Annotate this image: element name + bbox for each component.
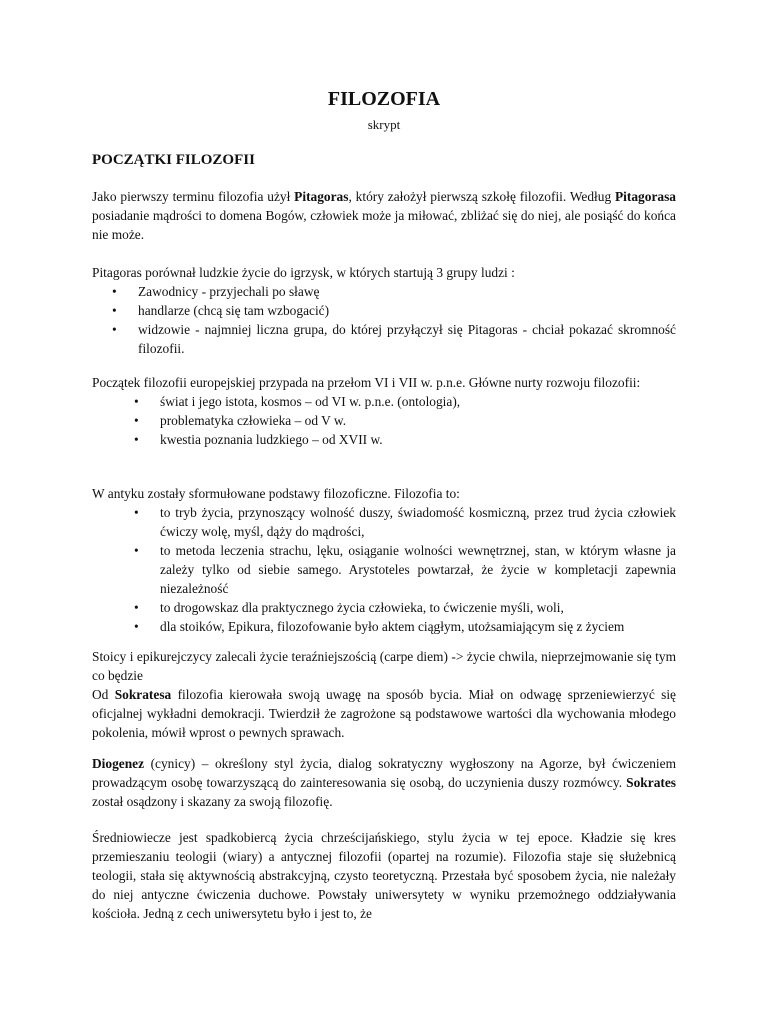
- text-run: Jako pierwszy terminu filozofia użył: [92, 189, 295, 204]
- paragraph-intro: W antyku zostały sformułowane podstawy filozoficzne. Filozofia to:: [92, 486, 460, 501]
- bold-term: Diogenez: [92, 756, 145, 771]
- text-run: posiadanie mądrości to domena Bogów, człowiek może ja miłować, zbliżać się do niej, ale posiąść do końca nie może.: [92, 208, 676, 242]
- bullet-list: [92, 392, 676, 449]
- bullet-icon: •: [134, 394, 139, 409]
- paragraph-antyk: [92, 484, 676, 636]
- text-run: , który założył pierwszą szkołę filozofii. Według: [348, 189, 615, 204]
- list-item: • problematyka człowieka – od V w.: [134, 413, 347, 428]
- bullet-icon: •: [112, 284, 117, 299]
- list-item: • to drogowskaz dla praktycznego życia człowieka, to ćwiczenie myśli, woli,: [134, 600, 564, 615]
- bullet-icon: •: [134, 543, 139, 558]
- list-item: • to metoda leczenia strachu, lęku, osiąganie wolności wewnętrznej, stan, w którym własne ja zależy tylko od siebie samego. Arystoteles powtarzał, że życie w kompletacji zapewnia niezależność: [134, 543, 676, 596]
- paragraph-stoicy: [92, 647, 676, 742]
- bullet-icon: •: [134, 600, 139, 615]
- paragraph-diogenez: Diogenez (cynicy) – określony styl życia, dialog sokratyczny wygłoszony na Agorze, był ćwiczeniem prowadzącym osobę towarzyszącą do zainteresowania się osobą, do uczynienia duszy rozmówcy. Sokrates został osądzony i skazany za swoją filozofię.: [92, 756, 676, 809]
- paragraph-sokrates: Od Sokratesa filozofia kierowała swoją uwagę na sposób bycia. Miał on odwagę sprzeniewierzyć się oficjalnej wykładni demokracji. Twierdził że zagrożone są podstawowe wartości dla wychowania młodego pokolenia, mówił wprost o pewnych sprawach.: [92, 687, 676, 740]
- list-item: • kwestia poznania ludzkiego – od XVII w.: [134, 432, 383, 447]
- bullet-list: [92, 282, 676, 358]
- paragraph-intro: Początek filozofii europejskiej przypada na przełom VI i VII w. p.n.e. Główne nurty rozwoju filozofii:: [92, 375, 641, 390]
- list-item: • to tryb życia, przynoszący wolność duszy, świadomość kosmiczną, przez trud życia człowiek ćwiczy wolę, myśl, dąży do mądrości,: [134, 505, 676, 539]
- document-title: FILOZOFIA: [327, 88, 441, 110]
- paragraph-pitagoras: [92, 187, 676, 244]
- document-subtitle: skrypt: [367, 117, 401, 132]
- list-item: • handlarze (chcą się tam wzbogacić): [112, 303, 330, 318]
- bullet-icon: •: [112, 322, 117, 337]
- bullet-icon: •: [134, 413, 139, 428]
- bold-term: Pitagoras: [294, 189, 349, 204]
- paragraph-intro: Pitagoras porównał ludzkie życie do igrzysk, w których startują 3 grupy ludzi :: [92, 265, 515, 280]
- paragraph-text: Średniowiecze jest spadkobiercą życia chrześcijańskiego, stylu życia w tej epoce. Kładzie się kres przemieszaniu teologii (wiary) a antycznej filozofii (opartej na rozumie). Filozofia staje się służebnicą teologii, stała się aktywnością abstrakcyjną, czysto teoretyczną. Przestała być sposobem życia, nie należały do niej antyczne ćwiczenia duchowe. Powstały uniwersytety w wyniku przemożnego oddziaływania kościoła. Jedną z cech uniwersytetu było i jest to, że: [92, 830, 676, 921]
- bold-term: Pitagorasa: [615, 189, 676, 204]
- bullet-icon: •: [134, 619, 139, 634]
- bold-term: Sokratesa: [114, 687, 172, 702]
- section-heading: POCZĄTKI FILOZOFII: [92, 152, 255, 168]
- bullet-icon: •: [134, 505, 139, 520]
- paragraph-sredniowiecze: [92, 828, 676, 923]
- paragraph-igrzyska: [92, 263, 676, 358]
- bold-term: Sokrates: [626, 775, 676, 790]
- paragraph-text: Stoicy i epikurejczycy zalecali życie teraźniejszością (carpe diem) -> życie chwila, nieprzejmowanie się tym co będzie: [92, 649, 676, 683]
- list-item: • widzowie - najmniej liczna grupa, do której przyłączył się Pitagoras - chciał pokazać skromność filozofii.: [112, 322, 676, 356]
- list-item: • Zawodnicy - przyjechali po sławę: [112, 284, 320, 299]
- bullet-list: [92, 503, 676, 636]
- bullet-icon: •: [112, 303, 117, 318]
- paragraph-poczatek: [92, 373, 676, 449]
- list-item: • dla stoików, Epikura, filozofowanie było aktem ciągłym, utożsamiającym się z życiem: [134, 619, 625, 634]
- list-item: • świat i jego istota, kosmos – od VI w. p.n.e. (ontologia),: [134, 394, 461, 409]
- bullet-icon: •: [134, 432, 139, 447]
